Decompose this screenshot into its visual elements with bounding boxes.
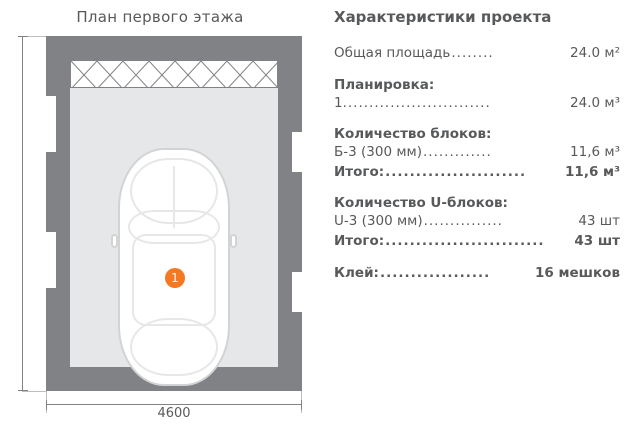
spec-heading: Количество блоков: [334,126,492,143]
spec-total-area [334,44,620,64]
car-mirror-right [230,234,237,248]
spec-label: Общая площадь [334,45,451,61]
wall-opening-right-bottom [292,272,302,312]
spec-dots: ........ [451,45,494,61]
spec-row [334,143,620,163]
car-centerline [173,166,175,228]
spec-row [334,264,620,284]
spec-dots: ............. [422,144,492,161]
spec-value: 43 шт [574,232,620,249]
spec-heading: Планировка: [334,76,435,93]
car-mirror-left [111,234,118,248]
spec-row-total [334,163,620,183]
specs-title: Характеристики проекта [334,8,552,26]
spec-dots: ........................... [347,94,491,111]
specifications-panel [334,8,620,297]
spec-layout [334,77,620,114]
spec-value: 24.0 м² [570,45,620,61]
dimension-line [46,404,302,405]
spec-ublocks [334,195,620,251]
floor-plan [46,36,302,391]
spec-value: 16 мешков [535,265,620,282]
spec-dots: .................. [379,265,491,282]
wall-opening-left-bottom [46,232,56,288]
dimension-line [22,36,23,391]
dimension-tick [18,390,28,391]
dimension-label-horizontal: 4600 [157,406,191,421]
spec-blocks [334,126,620,182]
dimension-tick [18,36,28,37]
spec-row-total [334,232,620,252]
extension-line-bottom [22,391,46,392]
spec-value: 11,6 м³ [565,163,620,180]
page-title: План первого этажа [76,8,244,26]
wall-opening-right-top [292,132,302,172]
spec-row [334,94,620,114]
spec-label: Б-3 (300 мм) [334,144,422,161]
spec-label: Итого: [334,163,385,180]
wall-opening-left-top [46,96,56,152]
spec-dots: ............... [423,213,503,230]
spec-value: 43 шт [578,213,620,230]
spec-value: 24.0 м³ [570,94,620,111]
spec-label: U-3 (300 мм) [334,213,423,230]
room-number-badge: 1 [165,268,185,288]
garage-door-hatch [70,60,278,88]
car-illustration [118,148,230,386]
hatch-pattern-icon [71,61,278,88]
dimension-vertical [22,36,24,391]
spec-row [334,44,620,64]
spec-value: 11,6 м³ [570,144,620,161]
spec-label: Итого: [334,232,385,249]
car-rear [130,318,218,376]
spec-dots: ....................... [385,163,527,180]
spec-glue [334,264,620,284]
spec-row [334,212,620,232]
spec-label: 1. [334,94,347,111]
spec-heading: Количество U-блоков: [334,195,508,212]
spec-dots: .......................... [385,232,545,249]
spec-label: Клей: [334,265,379,282]
